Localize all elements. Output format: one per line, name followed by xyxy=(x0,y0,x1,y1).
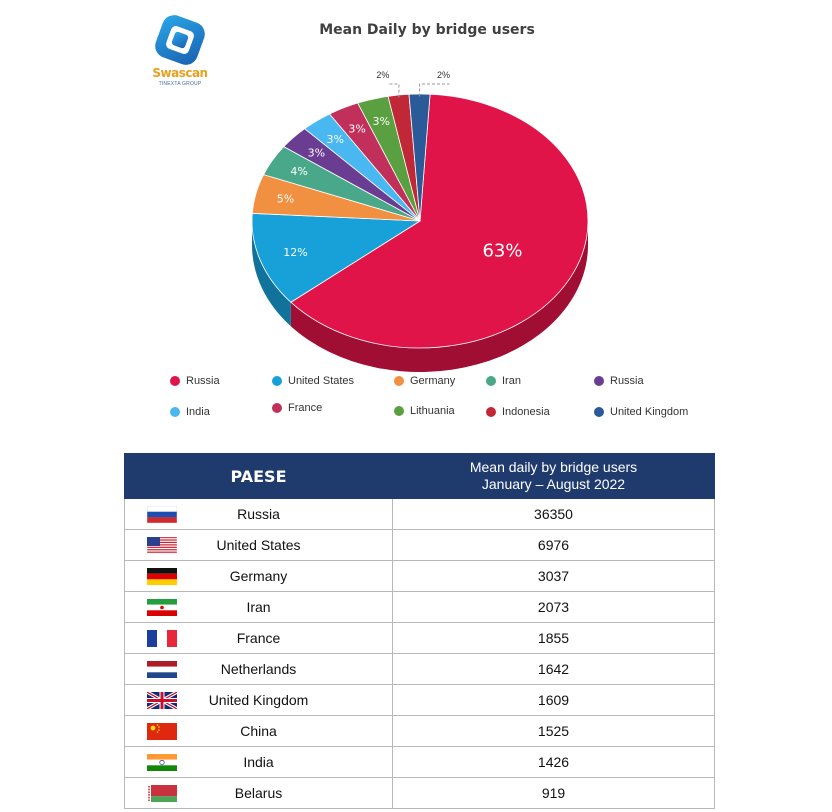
column-header-value xyxy=(393,454,715,499)
legend-item xyxy=(394,375,455,387)
country-cell xyxy=(125,530,393,561)
legend-swatch xyxy=(272,376,282,386)
pie-data-label: 3% xyxy=(326,132,344,146)
country-name: Netherlands xyxy=(220,661,297,677)
value-cell: 6976 xyxy=(393,530,715,561)
country-cell xyxy=(125,561,393,592)
column-header-value-line1: Mean daily by bridge users xyxy=(469,459,638,475)
table-row xyxy=(125,561,715,592)
country-name: China xyxy=(240,723,277,739)
legend-label: Lithuania xyxy=(410,405,455,417)
value-cell: 919 xyxy=(393,778,715,809)
column-header-country: PAESE xyxy=(125,454,393,499)
chart-legend xyxy=(0,368,832,428)
country-name: United Kingdom xyxy=(208,692,309,708)
value-cell: 1855 xyxy=(393,623,715,654)
legend-label: Germany xyxy=(410,375,456,387)
country-cell xyxy=(125,778,393,809)
pie-data-label: 3% xyxy=(348,122,366,136)
legend-label: Iran xyxy=(502,375,521,387)
country-cell xyxy=(125,654,393,685)
legend-item xyxy=(170,375,220,387)
table-row xyxy=(125,623,715,654)
india-flag-icon xyxy=(147,754,177,771)
legend-swatch xyxy=(394,406,404,416)
pie-data-label: 2% xyxy=(437,70,451,80)
legend-swatch xyxy=(594,407,604,417)
legend-item xyxy=(170,406,210,418)
value-cell: 36350 xyxy=(393,499,715,530)
iran-flag-icon xyxy=(147,599,177,616)
country-name: Iran xyxy=(246,599,271,615)
china-flag-icon xyxy=(147,723,177,740)
chart-title: Mean Daily by bridge users xyxy=(319,22,535,38)
legend-item xyxy=(272,375,354,387)
table-row xyxy=(125,654,715,685)
country-cell xyxy=(125,685,393,716)
russia-flag-icon xyxy=(147,506,177,523)
legend-label: Russia xyxy=(186,375,220,387)
legend-label: United States xyxy=(288,375,355,387)
country-name: Russia xyxy=(237,506,280,522)
legend-item xyxy=(594,375,644,387)
country-cell xyxy=(125,623,393,654)
pie-data-label: 5% xyxy=(276,192,295,206)
value-cell: 1642 xyxy=(393,654,715,685)
value-cell: 3037 xyxy=(393,561,715,592)
value-cell: 1426 xyxy=(393,747,715,778)
pie-data-label: 12% xyxy=(283,245,308,259)
pie-data-label: 4% xyxy=(290,165,308,179)
country-name: France xyxy=(236,630,281,646)
country-cell xyxy=(125,747,393,778)
country-cell xyxy=(125,499,393,530)
table-row xyxy=(125,530,715,561)
legend-label: Indonesia xyxy=(502,406,550,418)
logo-wordmark: Swascan xyxy=(152,66,208,80)
value-cell: 1525 xyxy=(393,716,715,747)
pie-data-label: 2% xyxy=(376,70,390,80)
legend-label: Russia xyxy=(610,375,644,387)
pie-data-label: 3% xyxy=(372,115,390,129)
uk-flag-icon xyxy=(147,692,177,709)
column-header-value-line2: January – August 2022 xyxy=(481,476,626,492)
legend-swatch xyxy=(170,407,180,417)
country-name: Germany xyxy=(229,568,288,584)
bridge-users-table xyxy=(124,453,715,809)
legend-item xyxy=(486,375,521,387)
table-row xyxy=(125,716,715,747)
table-row xyxy=(125,778,715,809)
table-row xyxy=(125,685,715,716)
country-cell xyxy=(125,592,393,623)
legend-swatch xyxy=(486,376,496,386)
value-cell: 2073 xyxy=(393,592,715,623)
country-cell xyxy=(125,716,393,747)
pie-data-label: 3% xyxy=(307,146,326,160)
logo-subtitle: TINEXTA GROUP xyxy=(158,81,202,87)
country-name: India xyxy=(243,754,274,770)
table-row xyxy=(125,592,715,623)
legend-swatch xyxy=(272,403,282,413)
country-name: United States xyxy=(216,537,301,553)
legend-label: United Kingdom xyxy=(610,406,689,418)
pie-data-label: 63% xyxy=(482,240,523,262)
usa-flag-icon xyxy=(147,537,177,554)
legend-swatch xyxy=(486,407,496,417)
legend-item xyxy=(594,406,688,418)
legend-item xyxy=(394,405,455,417)
country-name: Belarus xyxy=(234,785,283,801)
legend-label: India xyxy=(186,406,210,418)
legend-item xyxy=(486,406,550,418)
table-row xyxy=(125,499,715,530)
legend-swatch xyxy=(170,376,180,386)
france-flag-icon xyxy=(147,630,177,647)
legend-swatch xyxy=(394,376,404,386)
legend-swatch xyxy=(594,376,604,386)
belarus-flag-icon xyxy=(147,785,177,802)
legend-label: France xyxy=(288,402,323,414)
netherlands-flag-icon xyxy=(147,661,177,678)
legend-item xyxy=(272,402,322,414)
value-cell: 1609 xyxy=(393,685,715,716)
table-row xyxy=(125,747,715,778)
germany-flag-icon xyxy=(147,568,177,585)
